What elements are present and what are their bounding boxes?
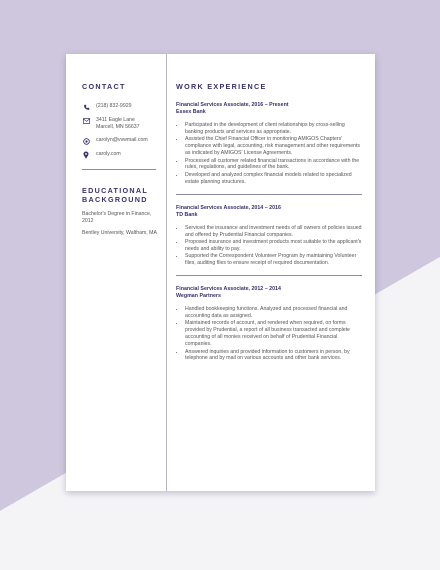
contact-phone: (218) 832-9929 [96,103,132,109]
contact-website-row [82,151,160,159]
job-bullets [176,122,364,186]
mail-icon [82,117,90,125]
job-divider [176,194,362,195]
job-divider [176,275,362,276]
job-1 [176,102,364,186]
bullet: • Assisted the Chief Financial Officer in monitoring AMIGOS Chapters' compliance with legal, accounting, risk management and other requirements as indicated by AMIGOS' License Agreements. [185,136,364,157]
job-bullets [176,306,364,362]
bullet: • Serviced the insurance and investment needs of all owners of policies issued and offered by Prudential Financial companies. [185,225,364,239]
contact-address-row [82,117,160,131]
experience-heading: WORK EXPERIENCE [176,82,267,91]
contact-website: caroly.com [96,151,121,157]
bullet: • Developed and analyzed complex financial models related to specialized estate planning structures. [185,172,364,186]
left-column [82,82,160,237]
job-title: Financial Services Associate, 2016 – Present [176,102,289,108]
resume-page [66,54,375,491]
job-company: Essex Bank [176,109,206,115]
education-degree: Bachelor's Degree in Finance, 2012 [82,211,152,224]
bullet: • Handled bookkeeping functions. Analyzed and processed financial and accounting data as assigned. [185,306,364,320]
bullet: • Maintained records of account, and rendered when required, on forms provided by Prudential, a report of all business transacted and complete accounting of all monies received on behalf of Prudential Financial companies. [185,320,364,348]
job-company: Wegman Partners [176,293,221,300]
bullet: • Supported the Correspondent Volunteer Program by maintaining Volunteer files, auditing files to ensure receipt of required documentation. [185,253,364,267]
contact-email-row [82,137,160,145]
bullet: • Participated in the development of client relationships by cross-selling banking products and services as appropriate. [185,122,364,136]
bullet: • Processed all customer related financial transactions in accordance with the rules, regulations, and guidelines of the bank. [185,158,364,172]
job-3 [176,286,364,362]
bullet: • Answered inquiries and provided information to customers in person, by telephone and by mail on various accounts and other bank services. [185,349,364,363]
contact-phone-row [82,103,160,111]
education-school: Bentley University, Waltham, MA [82,230,157,236]
job-company: TD Bank [176,211,198,218]
job-bullets [176,225,364,267]
column-divider [166,54,167,491]
contact-list [82,103,160,159]
phone-icon [82,103,90,111]
right-column [176,82,364,363]
contact-divider [82,169,156,170]
job-title: Financial Services Associate, 2014 – 2016 [176,204,281,211]
education-heading: EDUCATIONAL BACKGROUND [82,186,148,204]
job-title: Financial Services Associate, 2012 – 2014 [176,286,281,293]
contact-address: 3411 Eagle Lane Marcell, MN 56637 [96,117,140,130]
bullet: • Proposed insurance and investment products most suitable to the applicant's needs and ability to pay. [185,239,364,253]
contact-heading: CONTACT [82,82,126,91]
contact-email: carolyn@vvwmail.com [96,137,148,143]
job-2 [176,205,364,267]
at-icon [82,137,90,145]
location-pin-icon [82,151,90,159]
